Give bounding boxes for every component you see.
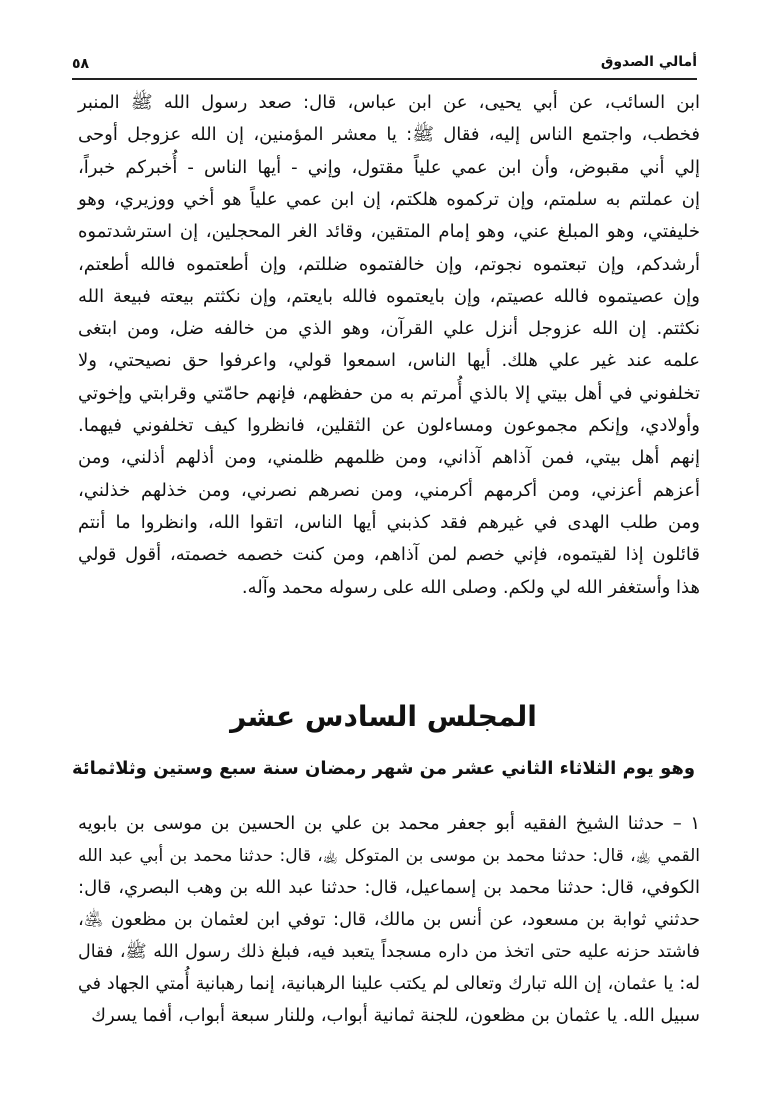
text-line: إنهم أهل بيتي، فمن آذاهم آذاني، ومن ظلمهم ظلمني، ومن أذلهم أذلني، ومن — [78, 447, 700, 469]
book-title: أمالي الصدوق — [600, 54, 697, 70]
text-line: علمه عند غير علي هلك. أيها الناس، اسمعوا قولي، واعرفوا حق نصيحتي، ولا — [78, 350, 700, 372]
text-line: ومن طلب الهدى في غيرهم فقد كذبني أيها الناس، اتقوا الله، وانظروا ما أنتم — [78, 511, 700, 533]
text-line: إن عملتم به سلمتم، وإن تركموه هلكتم، إن ابن عمي علياً هو أخي ووزيري، وهو — [78, 188, 700, 210]
text-line: قائلون إذا لقيتموه، فإني خصم لمن آذاهم، ومن كنت خصمه خصمته، أقول قولي — [78, 544, 700, 566]
text-line: وإن عصيتموه فالله عصيتم، وإن بايعتموه فالله بايعتم، وإن نكثتم بيعته فبيعة الله — [78, 285, 700, 307]
section-title: المجلس السادس عشر — [230, 700, 537, 733]
text-line: حدثني ثوابة بن مسعود، عن أنس بن مالك، قال: توفي ابن لعثمان بن مظعون ﵁، — [78, 909, 700, 930]
text-line: فاشتد حزنه عليه حتى اتخذ من داره مسجداً يتعبد فيه، فبلغ ذلك رسول الله ﷺ، فقال — [78, 942, 700, 962]
page-number: ٥٨ — [72, 56, 90, 72]
text-line: وأولادي، وإنكم مجموعون ومساءلون عن الثقلين، فانظروا كيف تخلفوني فيهما. — [78, 415, 700, 436]
text-line: سبيل الله. يا عثمان بن مظعون، للجنة ثمانية أبواب، وللنار سبعة أبواب، أفما يسرك — [91, 1005, 700, 1026]
text-line: ١ – حدثنا الشيخ الفقيه أبو جعفر محمد بن علي بن الحسين بن موسى بن بابويه — [78, 813, 700, 834]
text-line: الكوفي، قال: حدثنا محمد بن إسماعيل، قال: حدثنا عبد الله بن وهب البصري، قال: — [78, 877, 700, 898]
text-line: إلي أني مقبوض، وأن ابن عمي علياً مقتول، وإني - أيها الناس - أُخبركم خبراً، — [78, 156, 700, 178]
text-line: خليفتي، وهو المبلغ عني، وهو إمام المتقين، وقائد الغر المحجلين، إن استرشدتموه — [78, 221, 700, 243]
text-line: فخطب، واجتمع الناس إليه، فقال ﷺ: يا معشر المؤمنين، إن الله عزوجل أوحى — [78, 124, 700, 146]
text-line: هذا وأستغفر الله لي ولكم. وصلى الله على رسوله محمد وآله. — [241, 576, 700, 598]
text-line: نكثتم. إن الله عزوجل أنزل علي القرآن، وهو الذي من خالفه ضل، ومن ابتغى — [78, 318, 700, 340]
section-subtitle: وهو يوم الثلاثاء الثاني عشر من شهر رمضان سنة سبع وستين وثلاثمائة — [71, 758, 696, 779]
running-header — [72, 50, 697, 80]
text-line: أعزهم أعزني، ومن أكرمهم أكرمني، ومن نصرهم نصرني، ومن خذلهم خذلني، — [78, 479, 700, 501]
text-line: تخلفوني في أهل بيتي إلا بالذي أُمرتم به من حفظهم، فإنهم حامّتي وقرابتي وإخوتي — [78, 382, 700, 404]
text-line: له: يا عثمان، إن الله تبارك وتعالى لم يكتب علينا الرهبانية، إنما رهبانية أُمتي الجهاد في — [78, 974, 700, 994]
text-line: أرشدكم، وإن تبعتموه نجوتم، وإن خالفتموه ضللتم، وإن أطعتموه فالله أطعتم، — [78, 253, 700, 275]
text-line: ابن السائب، عن أبي يحيى، عن ابن عباس، قال: صعد رسول الله ﷺ المنبر — [78, 92, 700, 113]
text-line: القمي ﵀، قال: حدثنا محمد بن موسى بن المتوكل ﵀، قال: حدثنا محمد بن أبي عبد الله — [78, 846, 700, 866]
